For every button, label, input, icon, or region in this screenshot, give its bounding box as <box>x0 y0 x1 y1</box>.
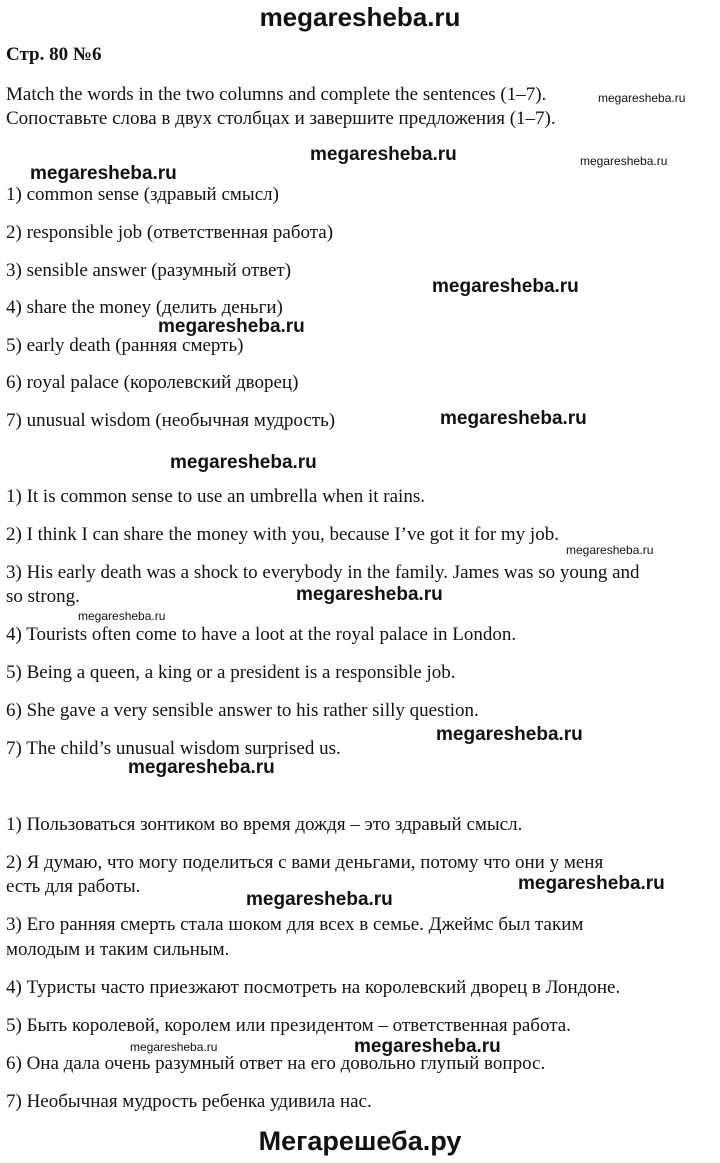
sentence-en: 5) Being a queen, a king or a president is a responsible job. <box>6 662 456 683</box>
watermark: megaresheba.ru <box>246 889 393 910</box>
watermark: megaresheba.ru <box>130 1040 218 1054</box>
watermark: megaresheba.ru <box>566 543 654 557</box>
sentence-ru: 2) Я думаю, что могу поделиться с вами деньгами, потому что они у меня <box>6 852 604 873</box>
pair-item: 2) responsible job (ответственная работа) <box>6 222 334 243</box>
watermark: megaresheba.ru <box>310 144 457 165</box>
sentence-ru: 4) Туристы часто приезжают посмотреть на королевский дворец в Лондоне. <box>6 977 621 998</box>
watermark: megaresheba.ru <box>436 724 583 745</box>
watermark: megaresheba.ru <box>598 91 686 105</box>
sentence-ru: 3) Его ранняя смерть стала шоком для всех в семье. Джеймс был таким <box>6 914 584 935</box>
sentence-en: so strong. <box>6 586 80 607</box>
watermark: megaresheba.ru <box>296 584 443 605</box>
sentence-en: 4) Tourists often come to have a loot at the royal palace in London. <box>6 624 517 645</box>
pair-item: 1) common sense (здравый смысл) <box>6 184 279 205</box>
site-footer: Мегарешеба.ру <box>258 1126 462 1156</box>
sentence-en: 1) It is common sense to use an umbrella when it rains. <box>6 486 425 507</box>
sentence-ru: 7) Необычная мудрость ребенка удивила нас. <box>6 1091 372 1112</box>
sentence-en: 2) I think I can share the money with you, because I’ve got it for my job. <box>6 524 559 545</box>
pair-item: 6) royal palace (королевский дворец) <box>6 372 299 393</box>
watermark: megaresheba.ru <box>440 408 587 429</box>
sentence-ru: есть для работы. <box>6 876 141 897</box>
sentence-ru: 6) Она дала очень разумный ответ на его довольно глупый вопрос. <box>6 1053 546 1074</box>
pair-item: 7) unusual wisdom (необычная мудрость) <box>6 410 336 431</box>
watermark: megaresheba.ru <box>30 163 177 184</box>
watermark: megaresheba.ru <box>170 452 317 473</box>
sentence-ru: молодым и таким сильным. <box>6 939 230 960</box>
watermark: megaresheba.ru <box>128 757 275 778</box>
sentence-en: 6) She gave a very sensible answer to his rather silly question. <box>6 700 479 721</box>
sentence-ru: 5) Быть королевой, королем или президентом – ответственная работа. <box>6 1015 571 1036</box>
site-header: megaresheba.ru <box>259 2 461 32</box>
page-title: Стр. 80 №6 <box>6 44 102 65</box>
pair-item: 5) early death (ранняя смерть) <box>6 335 244 356</box>
watermark: megaresheba.ru <box>580 154 668 168</box>
watermark: megaresheba.ru <box>354 1036 501 1057</box>
sentence-en: 7) The child’s unusual wisdom surprised us. <box>6 738 341 759</box>
watermark: megaresheba.ru <box>432 276 579 297</box>
instruction-ru: Сопоставьте слова в двух столбцах и завершите предложения (1–7). <box>6 108 556 129</box>
pair-item: 4) share the money (делить деньги) <box>6 297 283 318</box>
sentence-ru: 1) Пользоваться зонтиком во время дождя – это здравый смысл. <box>6 814 523 835</box>
watermark: megaresheba.ru <box>518 873 665 894</box>
sentence-en: 3) His early death was a shock to everybody in the family. James was so young and <box>6 562 640 583</box>
instruction-en: Match the words in the two columns and complete the sentences (1–7). <box>6 84 547 105</box>
watermark: megaresheba.ru <box>158 316 305 337</box>
watermark: megaresheba.ru <box>78 609 166 623</box>
pair-item: 3) sensible answer (разумный ответ) <box>6 260 292 281</box>
